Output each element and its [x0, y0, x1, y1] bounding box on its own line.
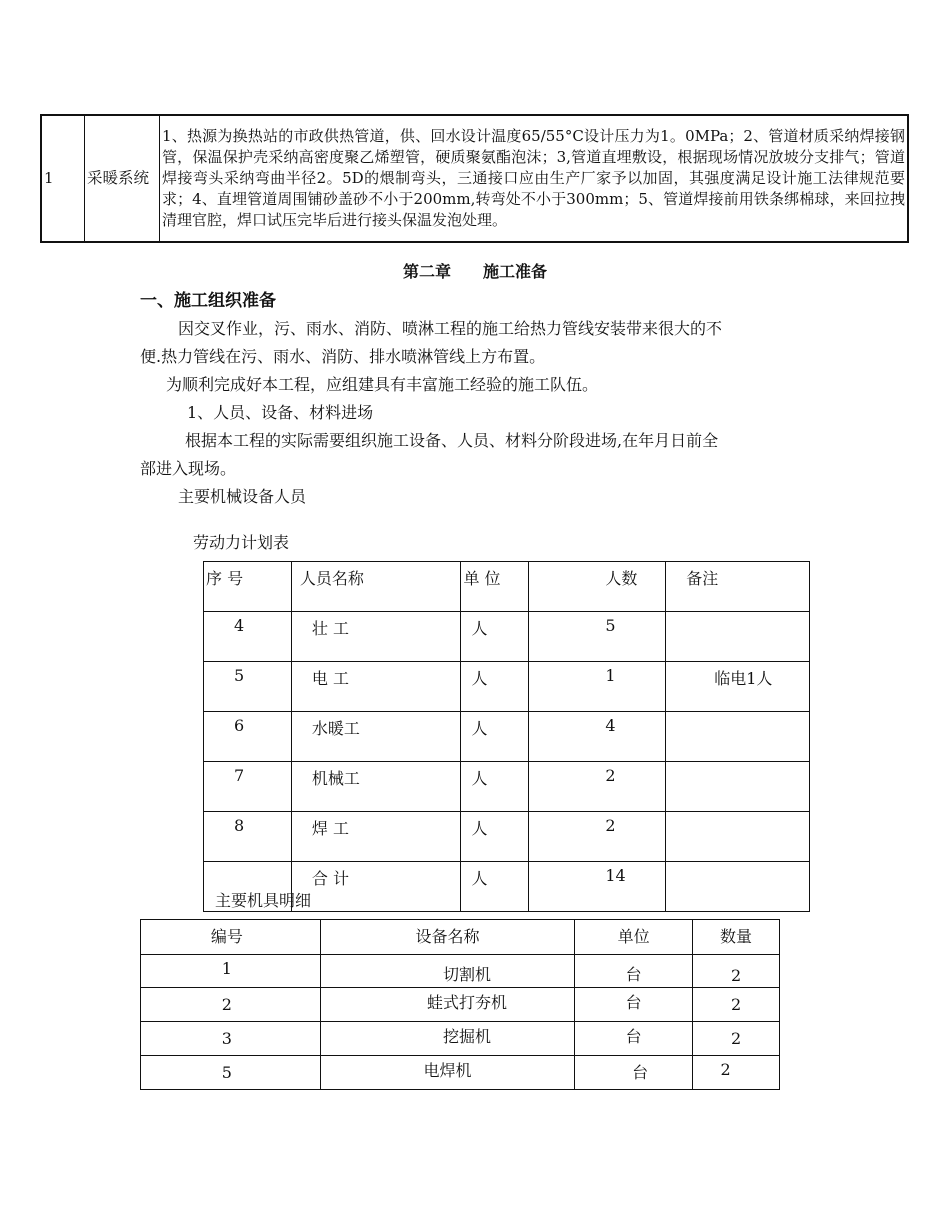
- table-cell: 1: [529, 662, 666, 712]
- table-cell: 焊 工: [291, 812, 461, 862]
- header-cell: 单 位: [461, 562, 529, 612]
- table-cell: 14: [529, 862, 666, 912]
- table-row: [41, 115, 908, 242]
- chapter-title: 第二章 施工准备: [402, 262, 547, 281]
- table-cell: 台: [575, 1055, 693, 1089]
- row-index: 1: [41, 115, 85, 242]
- table-row: [204, 662, 810, 712]
- table-cell: 人: [461, 862, 529, 912]
- paragraph-line: 主要机械设备人员: [178, 487, 307, 506]
- table-cell: 2: [141, 988, 321, 1021]
- table-cell: 5: [529, 612, 666, 662]
- header-cell: 数量: [693, 920, 780, 955]
- table-cell: 电焊机: [320, 1055, 575, 1089]
- table-cell: 2: [693, 988, 780, 1021]
- table-cell: 切割机: [320, 955, 575, 988]
- table-cell: [666, 612, 810, 662]
- paragraph-line: 便.热力管线在污、雨水、消防、排水喷淋管线上方布置。: [140, 347, 546, 366]
- table-cell: 2: [529, 812, 666, 862]
- table-cell: 台: [575, 988, 693, 1021]
- table-row: [204, 762, 810, 812]
- system-description: 1、热源为换热站的市政供热管道，供、回水设计温度65/55°C设计压力为1。0MPa；2、管道材质采纳焊接钢管，保温保护壳采纳高密度聚乙烯塑管，硬质聚氨酯泡沫；3,管道直埋敷设，根据现场情况放坡分支排气；管道焊接弯头采纳弯曲半径2。5D的煨制弯头，三通接口应由生产厂家予以加固，其强度满足设计施工法律规范要求；4、直埋管道周围铺砂盖砂不小于200mm,转弯处不小于300mm；5、管道焊接前用铁条绑棉球，来回拉拽清理官腔，焊口试压完毕后进行接头保温发泡处理。: [160, 115, 909, 242]
- paragraph-line: 为顺利完成好本工程，应组建具有丰富施工经验的施工队伍。: [166, 375, 599, 394]
- section-title: 一、施工组织准备: [140, 291, 276, 311]
- paragraph-line: 部进入现场。: [140, 459, 237, 478]
- table-row: [141, 1055, 780, 1089]
- table-cell: 电 工: [291, 662, 461, 712]
- table-cell: 3: [141, 1021, 321, 1055]
- header-cell: 人数: [529, 562, 666, 612]
- table-cell: 2: [693, 955, 780, 988]
- table-cell: 台: [575, 955, 693, 988]
- header-cell: 备注: [666, 562, 810, 612]
- table-row: [204, 612, 810, 662]
- table-cell: 2: [693, 1021, 780, 1055]
- table-cell: 4: [204, 612, 292, 662]
- table-cell: 人: [461, 762, 529, 812]
- table-cell: 临电1人: [666, 662, 810, 712]
- table-row: [141, 1021, 780, 1055]
- table-cell: [666, 812, 810, 862]
- table-cell: 挖掘机: [320, 1021, 575, 1055]
- paragraph-line: 根据本工程的实际需要组织施工设备、人员、材料分阶段进场,在年月日前全: [185, 431, 719, 450]
- table-cell: 2: [529, 762, 666, 812]
- equipment-table: [140, 919, 780, 1090]
- table-cell: 7: [204, 762, 292, 812]
- table-row: [204, 712, 810, 762]
- paragraph-line: 因交叉作业，污、雨水、消防、喷淋工程的施工给热力管线安装带来很大的不: [178, 319, 723, 338]
- table-cell: 6: [204, 712, 292, 762]
- equipment-table-caption: 主要机具明细: [215, 891, 312, 910]
- table-cell: 1: [141, 955, 321, 988]
- table-cell: 2: [693, 1055, 780, 1089]
- table-cell: 壮 工: [291, 612, 461, 662]
- table-cell: 5: [204, 662, 292, 712]
- table-cell: 合 计: [291, 862, 461, 912]
- table-cell: 机械工: [291, 762, 461, 812]
- labor-table-caption: 劳动力计划表: [193, 533, 290, 552]
- table-cell: 人: [461, 812, 529, 862]
- table-cell: 人: [461, 612, 529, 662]
- table-header-row: [204, 562, 810, 612]
- table-cell: [666, 862, 810, 912]
- table-row: [141, 988, 780, 1021]
- table-cell: 人: [461, 662, 529, 712]
- subsection-title: 1、人员、设备、材料进场: [187, 403, 374, 422]
- heating-system-table: [40, 114, 909, 243]
- table-cell: 4: [529, 712, 666, 762]
- table-cell: [666, 762, 810, 812]
- labor-plan-table: [203, 561, 810, 912]
- table-cell: 水暖工: [291, 712, 461, 762]
- table-cell: 台: [575, 1021, 693, 1055]
- table-row: [141, 955, 780, 988]
- table-cell: 蛙式打夯机: [320, 988, 575, 1021]
- table-row: [204, 812, 810, 862]
- table-cell: 5: [141, 1055, 321, 1089]
- header-cell: 序 号: [204, 562, 292, 612]
- system-name: 采暖系统: [85, 115, 160, 242]
- table-cell: 人: [461, 712, 529, 762]
- header-cell: 单位: [575, 920, 693, 955]
- table-cell: [666, 712, 810, 762]
- table-cell: 8: [204, 812, 292, 862]
- header-cell: 编号: [141, 920, 321, 955]
- header-cell: 人员名称: [291, 562, 461, 612]
- header-cell: 设备名称: [320, 920, 575, 955]
- table-header-row: [141, 920, 780, 955]
